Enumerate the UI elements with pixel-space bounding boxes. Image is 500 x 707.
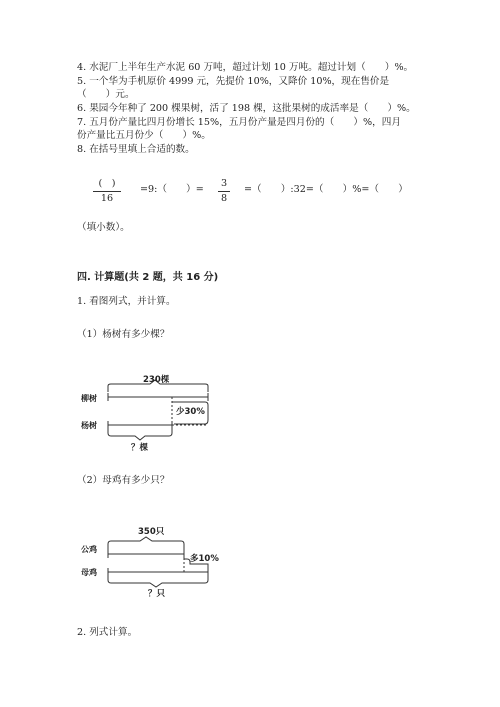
calc-sub-question-1: （1）杨树有多少棵？ — [77, 329, 170, 340]
diff-bracket — [172, 402, 208, 424]
fraction-bar — [93, 191, 121, 192]
question-4: 4. 水泥厂上半年生产水泥 60 万吨，超过计划 10 万吨。超过计划（ ）%。 — [77, 62, 414, 73]
unknown-label: ？只 — [148, 589, 166, 599]
fraction-blank-over-16 — [93, 178, 121, 205]
question-6: 6. 果园今年种了 200 棵果树，活了 198 棵，这批果树的成活率是（ ）%。 — [77, 103, 416, 114]
fraction-denominator: 16 — [100, 193, 114, 204]
hen-label: 母鸡 — [81, 568, 97, 577]
equation-part-2: =（ ）:32=（ ）%=（ ） — [244, 184, 408, 195]
fraction-bar — [218, 191, 230, 192]
total-brace — [108, 537, 184, 550]
total-label: 350只 — [138, 527, 165, 537]
willow-label: 柳树 — [81, 394, 97, 403]
rooster-label: 公鸡 — [81, 545, 97, 554]
fraction-denominator: 8 — [220, 193, 228, 204]
unknown-label: ？棵 — [131, 443, 149, 453]
question-7-line-1: 7. 五月份产量比四月份增长 15%，五月份产量是四月份的（ ）%，四月 — [77, 117, 401, 128]
total-label: 230棵 — [143, 375, 170, 385]
fraction-numerator-blank: ( ) — [98, 178, 116, 189]
question-5-line-1: 5. 一个华为手机原价 4999 元，先提价 10%，又降价 10%，现在售价是 — [77, 76, 390, 87]
difference-label: 多10% — [190, 554, 219, 564]
fraction-numerator: 3 — [220, 178, 228, 189]
calc-question-2: 2. 列式计算。 — [77, 627, 138, 638]
question-7-line-2: 份产量比五月份少（ ）%。 — [77, 130, 211, 141]
fraction-three-eighths — [218, 178, 230, 205]
question-8: 8. 在括号里填上合适的数。 — [77, 144, 195, 155]
calc-question-1: 1. 看图列式，并计算。 — [77, 296, 176, 307]
total-brace — [108, 380, 208, 392]
calc-sub-question-2: （2）母鸡有多少只？ — [77, 475, 170, 486]
poplar-label: 杨树 — [81, 421, 97, 430]
bottom-brace — [108, 576, 208, 587]
question-5-line-2: （ ）元。 — [77, 89, 135, 100]
equation-note: （填小数）。 — [77, 222, 130, 233]
section-heading: 四. 计算题(共 2 题，共 16 分) — [77, 272, 219, 283]
bottom-brace — [108, 429, 172, 440]
diff-bracket — [184, 559, 208, 568]
difference-label: 少30% — [176, 407, 205, 417]
equation-part-1: =9:（ ）= — [140, 184, 204, 195]
